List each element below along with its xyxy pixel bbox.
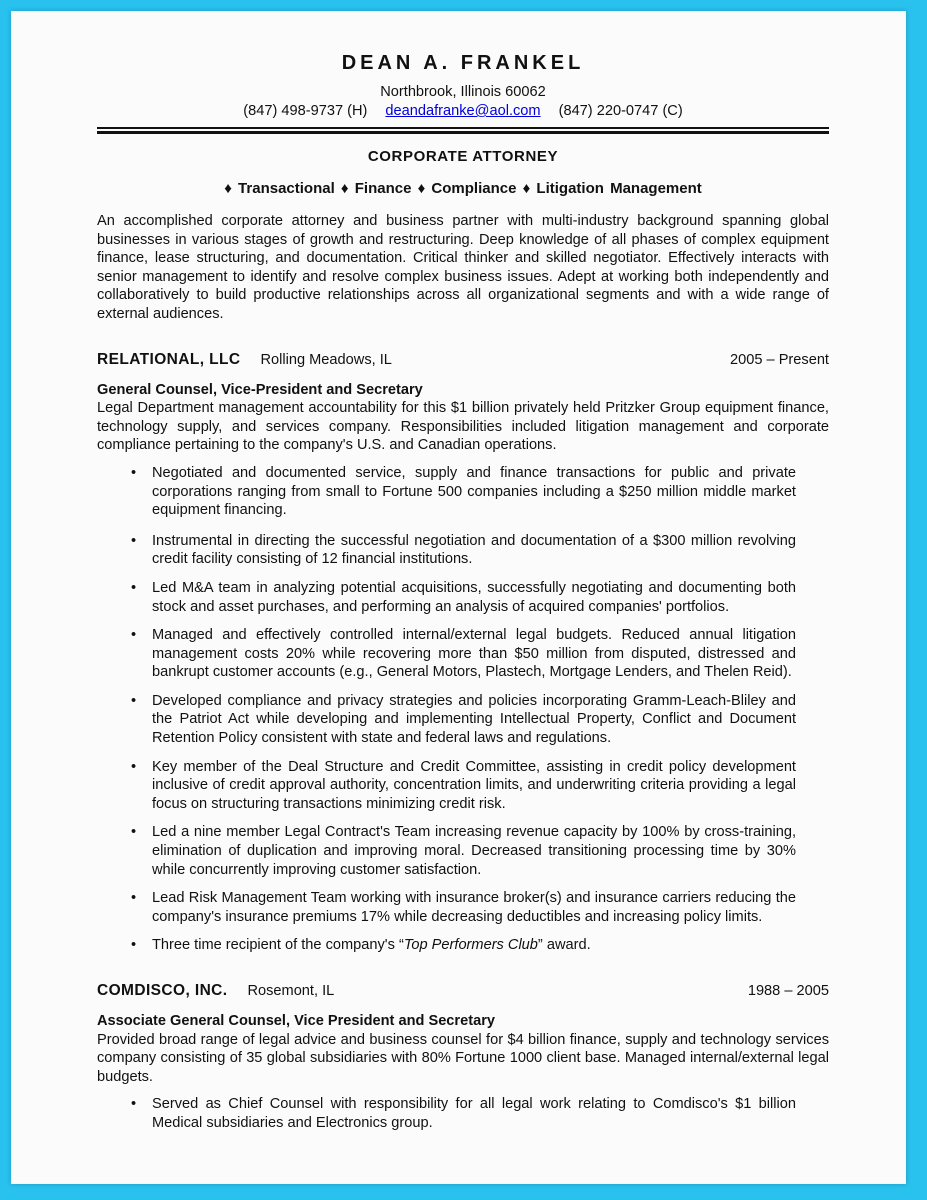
header-divider-thick-line [97, 131, 829, 134]
achievement-list [97, 1095, 829, 1132]
phone-home: (847) 498-9737 (H) [243, 103, 368, 119]
achievement-list [97, 464, 829, 955]
job-title: Associate General Counsel, Vice President and Secretary [97, 1013, 495, 1029]
specialties-line: ♦ Transactional ♦ Finance ♦ Compliance ♦ Litigation Management [224, 180, 702, 197]
company-name: RELATIONAL, LLC [97, 350, 241, 368]
bullet-item: • Managed and effectively controlled internal/external legal budgets. Reduced annual litigation management costs 20% while recovering more than $50 million from disputed, distressed and bankrupt customer accounts (e.g., General Motors, Plastech, Mortgage Lenders, and Thelen Reid). [152, 626, 796, 682]
resume-header [97, 53, 829, 134]
bullet-item [152, 936, 796, 955]
candidate-name: DEAN A. FRANKEL [341, 52, 585, 74]
contact-line [97, 102, 829, 121]
professional-title: CORPORATE ATTORNEY [367, 148, 559, 165]
award-name-italic: Top Performers Club [403, 937, 538, 954]
bullet-item: • Lead Risk Management Team working with insurance broker(s) and insurance carriers reducing the company's insurance premiums 17% while decreasing deductibles and increasing policy limits. [152, 889, 796, 926]
email-link[interactable]: deandafranke@aol.com [385, 103, 541, 119]
job-heading-row [97, 981, 829, 1001]
job-description: Legal Department management accountability for this $1 billion privately held Pritzker Group equipment finance, technology supply, and services company. Responsibilities included litigation management and corporate compliance pertaining to the company's U.S. and Canadian operations. [97, 400, 829, 454]
company-name: COMDISCO, INC. [97, 982, 228, 999]
bullet-item: • Instrumental in directing the successful negotiation and documentation of a $300 million revolving credit facility consisting of 12 financial institutions. [152, 532, 796, 569]
company-location: Rolling Meadows, IL [260, 351, 392, 368]
phone-cell: (847) 220-0747 (C) [558, 103, 683, 119]
experience-section-relational [97, 350, 829, 955]
bullet-item: • Key member of the Deal Structure and Credit Committee, assisting in credit policy development inclusive of credit approval authority, concentration limits, and underwriting criteria providing a legal focus on structuring transactions minimizing credit risk. [152, 758, 796, 814]
experience-section-comdisco [97, 981, 829, 1133]
header-divider [97, 127, 829, 134]
employment-dates: 1988 – 2005 [747, 983, 829, 999]
bullet-item: • Served as Chief Counsel with responsibility for all legal work relating to Comdisco's $1 billion Medical subsidiaries and Electronics group. [152, 1095, 796, 1132]
bullet-item: • Led M&A team in analyzing potential acquisitions, successfully negotiating and documenting both stock and asset purchases, and performing an analysis of acquired companies' portfolios. [152, 579, 796, 616]
bullet-item: • Negotiated and documented service, supply and finance transactions for public and private corporations ranging from small to Fortune 500 companies including a $250 million middle market equipment financing. [152, 464, 796, 520]
job-heading-row [97, 350, 829, 370]
bullet-text-pre: Three time recipient of the company's “ [152, 937, 404, 954]
summary-paragraph: An accomplished corporate attorney and business partner with multi-industry background spanning global businesses in various stages of growth and restructuring. Deep knowledge of all phases of complex equipment finance, lease structuring, and documentation. Critical thinker and skilled negotiator. Effectively interacts with senior management to identify and resolve complex business issues. Adept at working both independently and collaboratively to build productive relationships across all organizational segments and with a wide range of external audiences. [97, 213, 829, 322]
candidate-location: Northbrook, Illinois 60062 [380, 84, 546, 100]
bullet-item: • Developed compliance and privacy strategies and policies incorporating Gramm-Leach-Bliley and the Patriot Act while developing and implementing Intellectual Property, Conflict and Document Retention Policy consistent with state and federal laws and regulations. [152, 692, 796, 748]
bullet-text-post: ” award. [537, 937, 591, 954]
employment-dates: 2005 – Present [730, 351, 829, 368]
resume-page [11, 11, 906, 1184]
job-title: General Counsel, Vice-President and Secretary [97, 381, 423, 398]
company-location: Rosemont, IL [247, 983, 335, 999]
job-description: Provided broad range of legal advice and business counsel for $4 billion finance, supply and technology services company consisting of 35 global subsidiaries with 80% Fortune 1000 client base. Managed internal/external legal budgets. [97, 1031, 829, 1085]
title-block [97, 149, 829, 197]
bullet-item: • Led a nine member Legal Contract's Team increasing revenue capacity by 100% by cross-training, elimination of duplication and improving moral. Decreased transitioning processing time by 30% while concurrently improving customer satisfaction. [152, 823, 796, 879]
